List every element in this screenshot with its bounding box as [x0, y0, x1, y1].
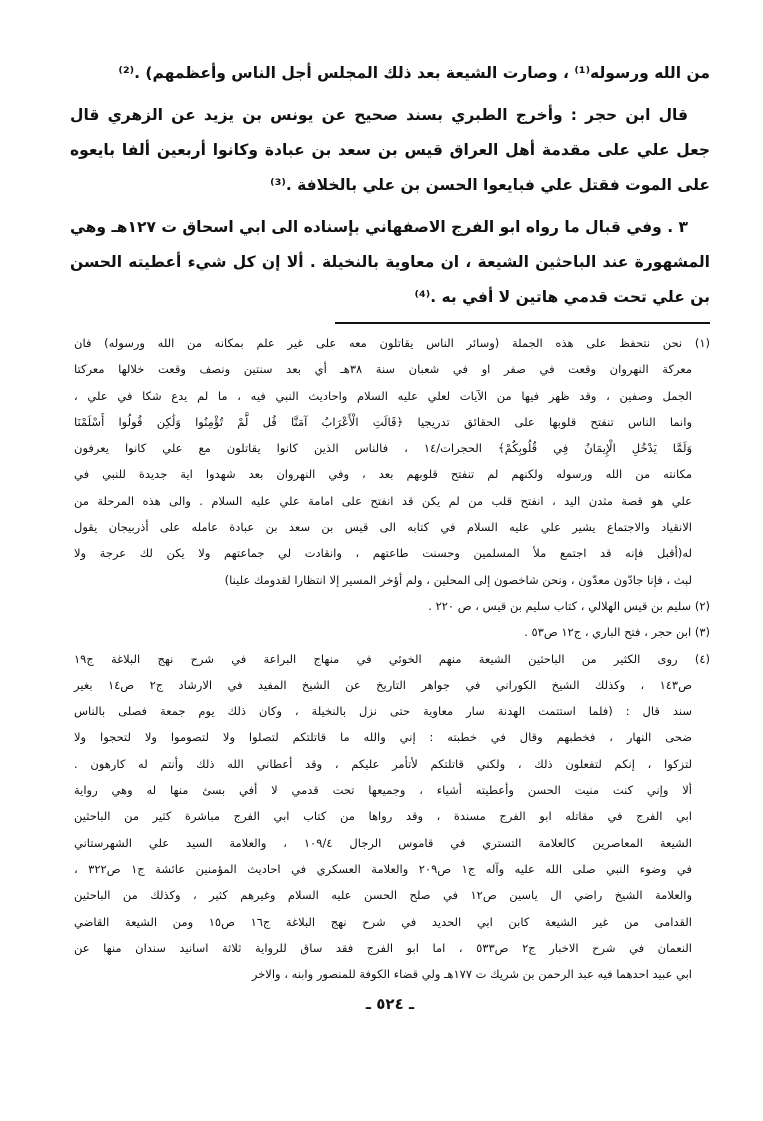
book-page — [70, 0, 710, 1013]
text-line: ٣ . وفي قبال ما رواه ابو الفرج الاصفهاني بإسناده الى ابي اسحاق ت ١٢٧هـ وهي — [70, 218, 688, 236]
footnote-line: القدامى من غير الشيعة كابن ابي الحديد في شرح نهج البلاغة ج١٦ ص١٥ ومن الشيعة القاضي — [74, 914, 692, 929]
footnotes — [74, 330, 710, 987]
text-line: المشهورة عند الباحثين الشيعة ، ان معاوية بالنخيلة . ألا إن كل شيء أعطيته الحسن — [70, 253, 710, 271]
footnote-line: الجمل وصفين ، وقد ظهر فيها من الآيات لعلي عليه السلام واحاديث النبي فيه ، ما لم يدع شكا في علي ، — [74, 388, 692, 403]
footnote-4 — [74, 646, 710, 988]
footnote-line: لبث ، فإنا جادّون معدّون ، ونحن شاخصون إلى المحلين ، ولم أؤخر المسير إلا انتظارا لقدومك علينا) — [224, 572, 692, 587]
footnote-2 — [74, 593, 710, 619]
footnote-1 — [74, 330, 710, 593]
text-line: جعل علي على مقدمة أهل العراق قيس بن سعد بن عبادة وكانوا أربعين ألفا بايعوه — [70, 141, 710, 159]
footnote-line: ابي الفرج في مقاتله ابو الفرج مسندة ، وقد رواها من كتاب ابي الفرج مباشرة كثير من الباحثين — [74, 809, 692, 824]
footnote-line: ألا وإني كنت منيت الحسن وأعطيته أشياء ، وجميعها تحت قدمي لا أفي بسئ منها له وهي رواية — [74, 783, 692, 798]
footnote-line: وانما الناس تنفتح قلوبها على الحقائق تدريجيا ﴿قَالَتِ الْأَعْرَابُ آمَنَّا قُل لَّمْ تُؤْمِنُوا وَلَٰكِن قُولُوا أَسْلَمْنَا — [74, 414, 692, 429]
text-line: من الله ورسوله⁽¹⁾ ، وصارت الشيعة بعد ذلك المجلس أجل الناس وأعظمهم) .⁽²⁾ — [118, 64, 710, 82]
footnote-line: له(أقبل فإنه قد اجتمع ملأ المسلمين وحسنت طاعتهم ، وانقادت لي جماعتهم ولا يكن لك عرجة ولا — [74, 546, 692, 561]
footnote-3 — [74, 619, 710, 645]
footnote-line: النعمان في شرح الاخبار ج٢ ص٥٣٣ ، اما ابو الفرج فقد ساق للرواية ثلاثة اسانيد سندان منها عن — [74, 940, 692, 955]
footnote-line: الانقياد والاجتماع يشير علي عليه السلام في كتابه الى قيس بن سعد بن عبادة عامله على أذربيجان يقول — [74, 520, 692, 535]
footnote-divider — [335, 322, 710, 324]
footnote-line: سند قال : (فلما استتمت الهدنة سار معاوية حتى نزل بالنخيلة ، وكان ذلك يوم جمعة فصلى بالناس — [74, 704, 692, 719]
footnote-line: في وضوء النبي صلى الله عليه وآله ج١ ص٢٠٩ والعلامة العسكري في احاديث المؤمنين عائشة ج١ ص٣٢٢ ، — [74, 861, 693, 876]
main-paragraph-2 — [70, 98, 710, 203]
footnote-line: معركة النهروان وقعت في صفر او في شعبان سنة ٣٨هـ أي بعد سنتين ونصف وقعت خلالها معركتا — [74, 362, 692, 377]
main-paragraph-3 — [70, 210, 710, 315]
text-line: قال ابن حجر : وأخرج الطبري بسند صحيح عن يونس بن يزيد عن الزهري قال — [70, 106, 688, 124]
footnote-line: ضحى النهار ، فخطبهم وقال في خطبته : إني والله ما قاتلتكم لتصلوا ولا لتصوموا ولا لتحجوا ولا — [74, 730, 692, 745]
text-line: على الموت فقتل علي فبايعوا الحسن بن علي بالخلافة .⁽³⁾ — [270, 176, 710, 194]
footnote-line: مكانته من الله ورسوله ولكنهم لم تنفتح قلوبهم بعد ، وفي النهروان بعد شهدوا اية جديدة للنبي في — [74, 467, 692, 482]
footnote-line: ابي عبيد احدهما فيه عبد الرحمن بن شريك ت ١٧٧هـ ولي قضاء الكوفة للمنصور وابنه ، والاخر — [251, 967, 692, 982]
footnote-line: (٤) روى الكثير من الباحثين الشيعة منهم الخوئي في منهاج البراعة في شرح نهج البلاغة ج١٩ — [74, 651, 710, 666]
footnote-line: علي هو قصة مثدن اليد ، انفتح قلب من لم يكن قد انفتح على امامة علي عليه السلام . والى هذه المرحلة من — [74, 493, 692, 508]
page-number: ـ ٥٢٤ ـ — [365, 995, 415, 1014]
main-paragraph-1 — [70, 56, 710, 91]
footnote-line: والعلامة الشيخ راضي ال ياسين ص١٢ في صلح الحسن عليه السلام وغيرهم كثير ، وكذلك من الباحثين — [74, 888, 692, 903]
footnote-line: وَلَمَّا يَدْخُلِ الْإِيمَانُ فِي قُلُوبِكُمْ﴾ الحجرات/١٤ ، فالناس الذين كانوا يقاتلون مع علي كانوا يعرفون — [74, 441, 692, 456]
footnote-line: لتزكوا ، إنكم لتفعلون ذلك ، ولكني قاتلتكم لأتأمر عليكم ، وقد أعطاني الله ذلك وأنتم له كارهون . — [74, 756, 692, 771]
text-line: بن علي تحت قدمي هاتين لا أفي به .⁽⁴⁾ — [414, 288, 710, 306]
footnote-line: (٣) ابن حجر ، فتح الباري ، ج١٢ ص٥٣ . — [524, 625, 710, 640]
footnote-line: ص١٤٣ ، وكذلك الشيخ الكوراني في جواهر التاريخ عن الشيخ المفيد في الارشاد ج٢ ص١٤ بغير — [74, 677, 692, 692]
footnote-line: (٢) سليم بن قيس الهلالي ، كتاب سليم بن قيس ، ص ٢٢٠ . — [428, 598, 710, 613]
footnote-line: (١) نحن نتحفظ على هذه الجملة (وسائر الناس يقاتلون معه على غير علم بمكانه من الله ورسوله) فان — [74, 336, 710, 350]
footnote-line: الشيعة المعاصرين كالعلامة التستري في قاموس الرجال ١٠٩/٤ ، والعلامة السيد علي الشهرستاني — [74, 835, 692, 850]
main-text — [70, 56, 710, 315]
